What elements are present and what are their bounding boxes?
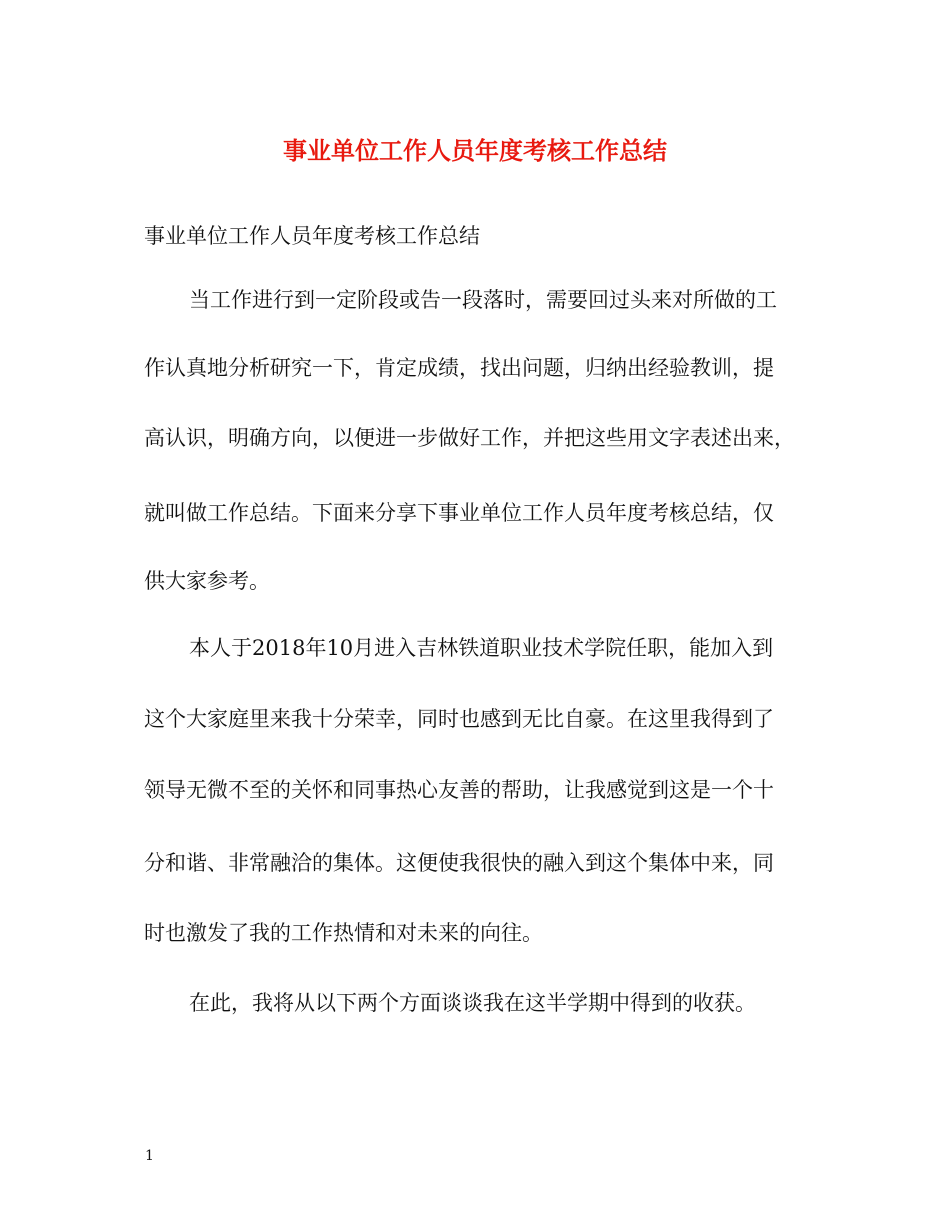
paragraph-2-line-2: 这个大家庭里来我十分荣幸，同时也感到无比自豪。在这里我得到了	[144, 707, 774, 731]
document-title: 事业单位工作人员年度考核工作总结	[283, 136, 667, 165]
paragraph-1-line-5: 供大家参考。	[144, 569, 270, 593]
document-subtitle: 事业单位工作人员年度考核工作总结	[144, 224, 480, 248]
paragraph-1-line-4: 就叫做工作总结。下面来分享下事业单位工作人员年度考核总结，仅	[144, 501, 774, 525]
paragraph-1-line-1: 当工作进行到一定阶段或告一段落时，需要回过头来对所做的工	[189, 288, 777, 312]
paragraph-2-line-4: 分和谐、非常融洽的集体。这便使我很快的融入到这个集体中来，同	[144, 851, 774, 875]
paragraph-1-line-2: 作认真地分析研究一下，肯定成绩，找出问题，归纳出经验教训，提	[144, 356, 774, 380]
paragraph-3-line-1: 在此，我将从以下两个方面谈谈我在这半学期中得到的收获。	[189, 991, 756, 1015]
page-number: 1	[145, 1148, 154, 1164]
paragraph-2-line-5: 时也激发了我的工作热情和对未来的向往。	[144, 921, 543, 945]
paragraph-2-line-3: 领导无微不至的关怀和同事热心友善的帮助，让我感觉到这是一个十	[144, 778, 774, 802]
paragraph-2-line-1: 本人于2018年10月进入吉林铁道职业技术学院任职，能加入到	[189, 636, 774, 660]
paragraph-1-line-3: 高认识，明确方向，以便进一步做好工作，并把这些用文字表述出来，	[144, 426, 795, 450]
